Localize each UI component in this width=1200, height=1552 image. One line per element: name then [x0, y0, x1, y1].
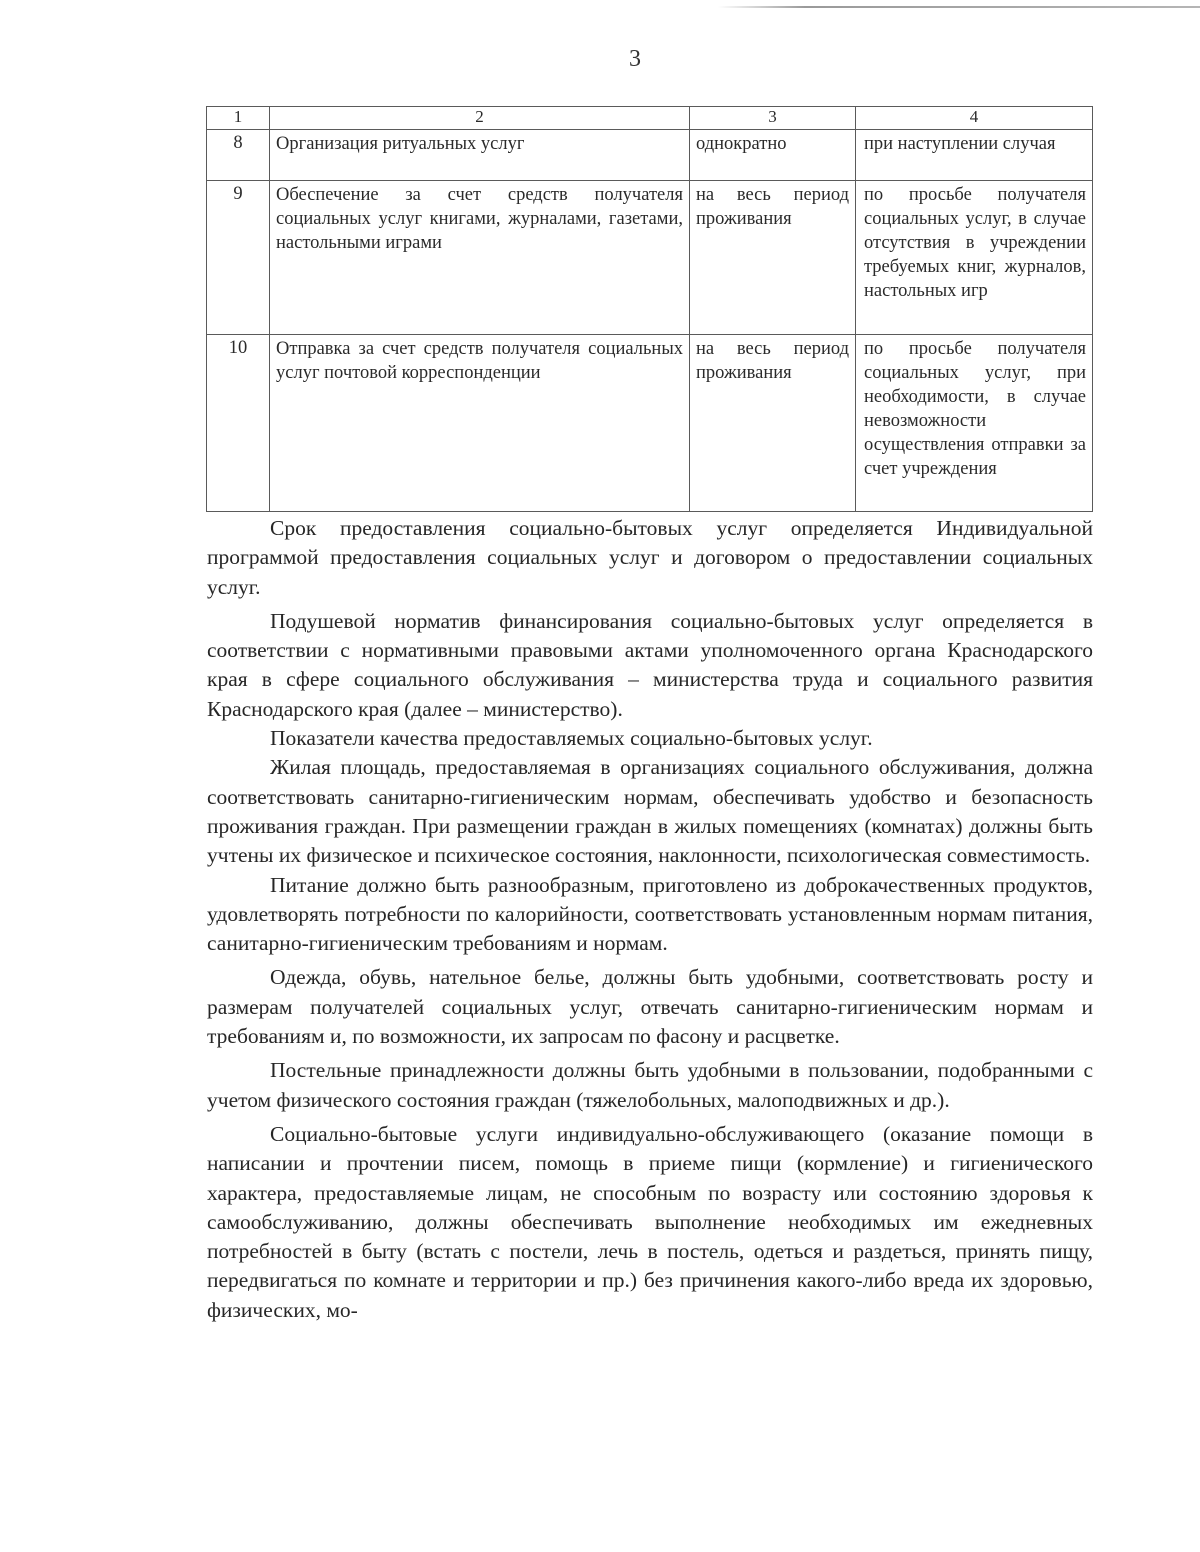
- service-condition: при наступлении случая: [856, 130, 1093, 181]
- service-condition: по просьбе получателя социальных услуг, при необходимости, в случае невозможности осуществления отправки за счет учреждения: [856, 335, 1093, 512]
- row-number: 10: [207, 335, 270, 512]
- service-condition: по просьбе получателя социальных услуг, в случае отсутствия в учреждении требуемых книг, журналов, настольных игр: [856, 181, 1093, 335]
- column-header: 3: [690, 107, 856, 130]
- service-name: Отправка за счет средств получателя социальных услуг почтовой корреспонденции: [270, 335, 690, 512]
- paragraph-living-space: Жилая площадь, предоставляемая в организациях социального обслуживания, должна соответствовать санитарно-гигиеническим нормам, обеспечивать удобство и безопасность проживания граждан. При размещении граждан в жилых помещениях (комнатах) должны быть учтены их физическое и психическое состояния, наклонности, психологическая совместимость.: [207, 755, 1093, 868]
- paragraph-individual-services: Социально-бытовые услуги индивидуально-обслуживающего (оказание помощи в написании и прочтении писем, помощь в приеме пищи (кормление) и гигиенического характера, предоставляемые лицам, не способным по возрасту или состоянию здоровья к самообслуживанию, должны обеспечивать выполнение необходимых им ежедневных потребностей в быту (встать с постели, лечь в постель, одеться и раздеться, принять пищу, передвигаться по комнате и территории и пр.) без причинения какого-либо вреда их здоровью, физических, мо-: [207, 1121, 1093, 1322]
- paragraph-bedding: Постельные принадлежности должны быть удобными в пользовании, подобранными с учетом физического состояния граждан (тяжелобольных, малоподвижных и др.).: [207, 1058, 1093, 1112]
- paragraph-financing-norm: Подушевой норматив финансирования социально-бытовых услуг определяется в соответствии с нормативными правовыми актами уполномоченного органа Краснодарского края в сфере социального обслуживания – министерства труда и социального развития Краснодарского края (далее – министерство).: [207, 608, 1093, 721]
- service-periodicity: однократно: [690, 130, 856, 181]
- paragraph-quality-indicators: Показатели качества предоставляемых социально-бытовых услуг.: [270, 726, 873, 751]
- row-number: 9: [207, 181, 270, 335]
- paragraph-clothing: Одежда, обувь, нательное белье, должны быть удобными, соответствовать росту и размерам получателей социальных услуг, отвечать санитарно-гигиеническим нормам и требованиям и, по возможности, их запросам по фасону и расцветке.: [207, 965, 1093, 1049]
- services-table: [206, 106, 1093, 512]
- table-row: [207, 130, 1093, 181]
- table-row: [207, 181, 1093, 335]
- column-header: 4: [856, 107, 1093, 130]
- table-row: [207, 335, 1093, 512]
- service-periodicity: на весь период проживания: [690, 335, 856, 512]
- document-body: [207, 514, 1093, 1325]
- paragraph-service-term: Срок предоставления социально-бытовых услуг определяется Индивидуальной программой предоставления социальных услуг и договором о предоставлении социальных услуг.: [207, 516, 1093, 599]
- service-name: Обеспечение за счет средств получателя социальных услуг книгами, журналами, газетами, настольными играми: [270, 181, 690, 335]
- column-header: 2: [270, 107, 690, 130]
- paragraph-nutrition: Питание должно быть разнообразным, приготовлено из доброкачественных продуктов, удовлетворять потребности по калорийности, соответствовать установленным нормам питания, санитарно-гигиеническим требованиям и нормам.: [207, 872, 1093, 956]
- service-periodicity: на весь период проживания: [690, 181, 856, 335]
- page-number: 3: [629, 46, 641, 72]
- table-header-row: [207, 107, 1093, 130]
- service-name: Организация ритуальных услуг: [270, 130, 690, 181]
- scan-edge-line: [718, 6, 1200, 8]
- column-header: 1: [207, 107, 270, 130]
- row-number: 8: [207, 130, 270, 181]
